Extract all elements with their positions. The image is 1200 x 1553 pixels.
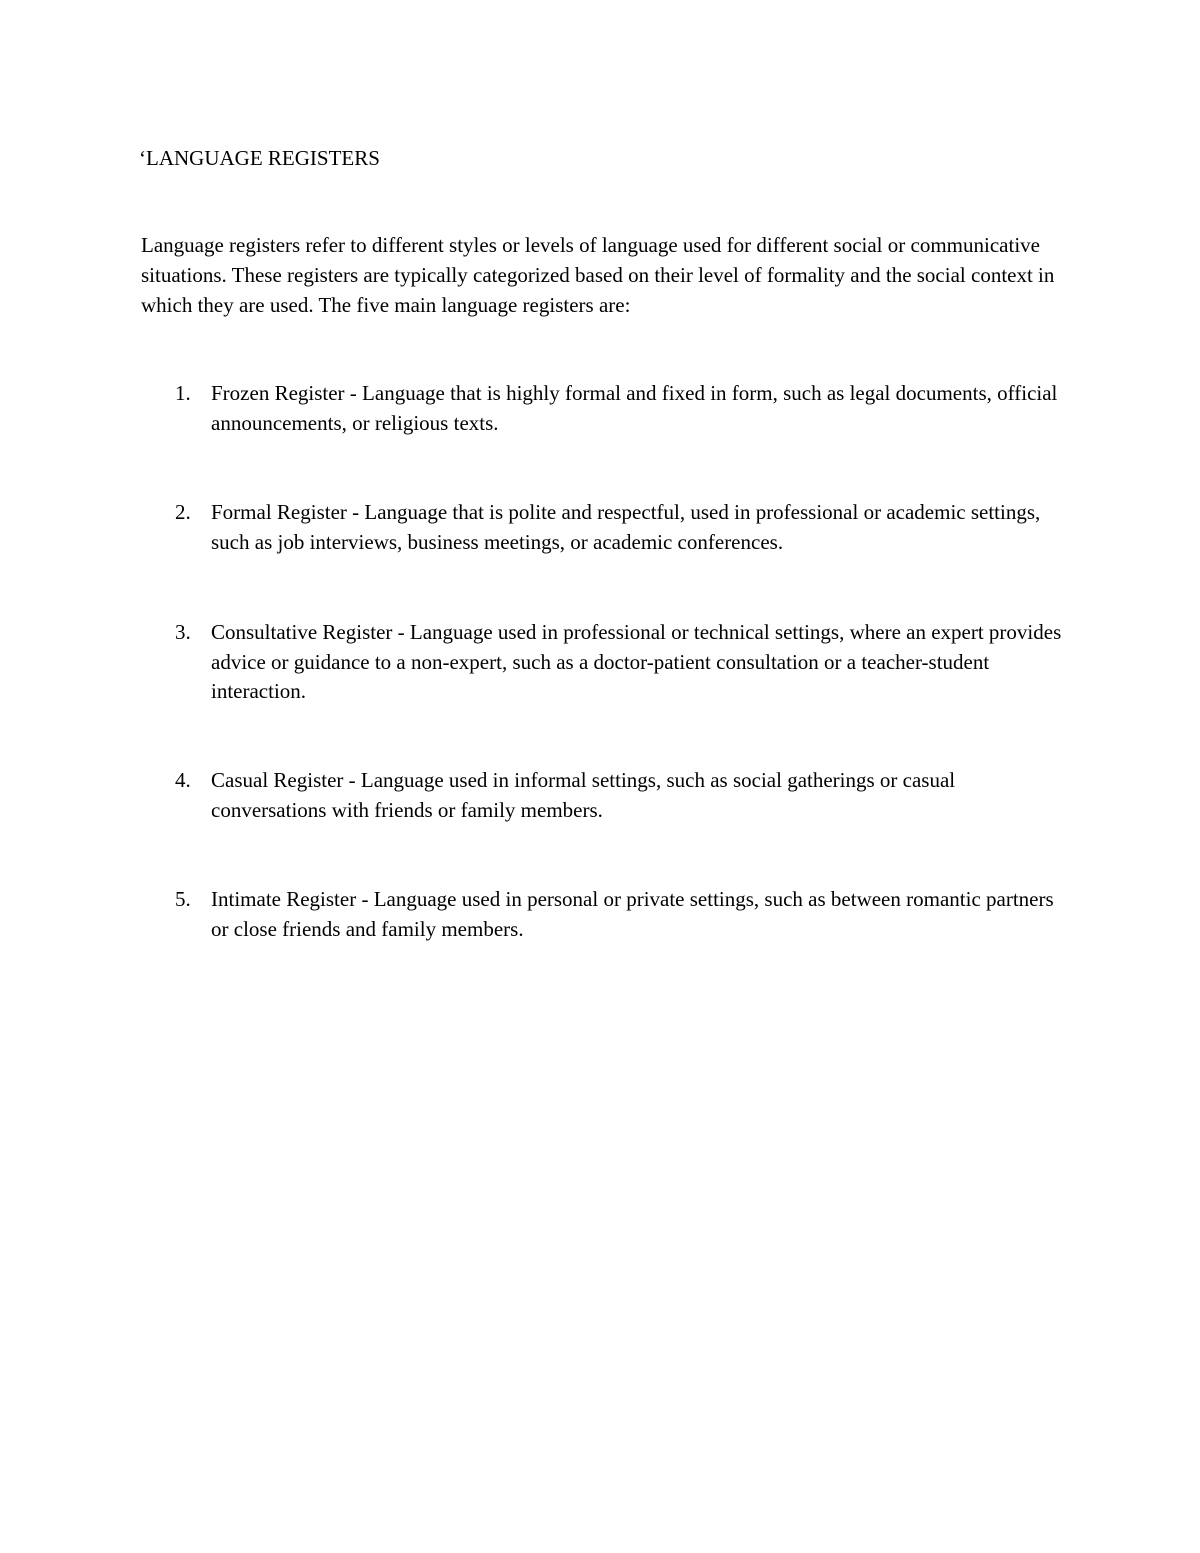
list-item-number: 5.: [175, 887, 191, 911]
list-item: [175, 379, 1075, 438]
intro-paragraph: Language registers refer to different styles or levels of language used for different social or communicative situations. These registers are typically categorized based on their level of formality and the social context in which they are used. The five main language registers are:: [141, 233, 1055, 317]
document-title: ‘LANGUAGE REGISTERS: [139, 146, 380, 170]
list-item-number: 3.: [175, 620, 191, 644]
list-item-number: 2.: [175, 500, 191, 524]
list-item-text: Frozen Register - Language that is highly formal and fixed in form, such as legal documents, official announcements, or religious texts.: [211, 381, 1058, 435]
list-item: [175, 618, 1075, 707]
list-item: [175, 766, 1075, 825]
list-item: [175, 498, 1075, 557]
list-item-text: Consultative Register - Language used in professional or technical settings, where an expert provides advice or guidance to a non-expert, such as a doctor-patient consultation or a teacher-student interaction.: [211, 620, 1062, 703]
list-item-text: Formal Register - Language that is polite and respectful, used in professional or academic settings, such as job interviews, business meetings, or academic conferences.: [211, 500, 1041, 554]
list-item-text: Casual Register - Language used in informal settings, such as social gatherings or casual conversations with friends or family members.: [211, 768, 956, 822]
list-item-number: 1.: [175, 381, 191, 405]
list-item: [175, 885, 1075, 944]
list-item-number: 4.: [175, 768, 191, 792]
list-item-text: Intimate Register - Language used in personal or private settings, such as between romantic partners or close friends and family members.: [211, 887, 1054, 941]
